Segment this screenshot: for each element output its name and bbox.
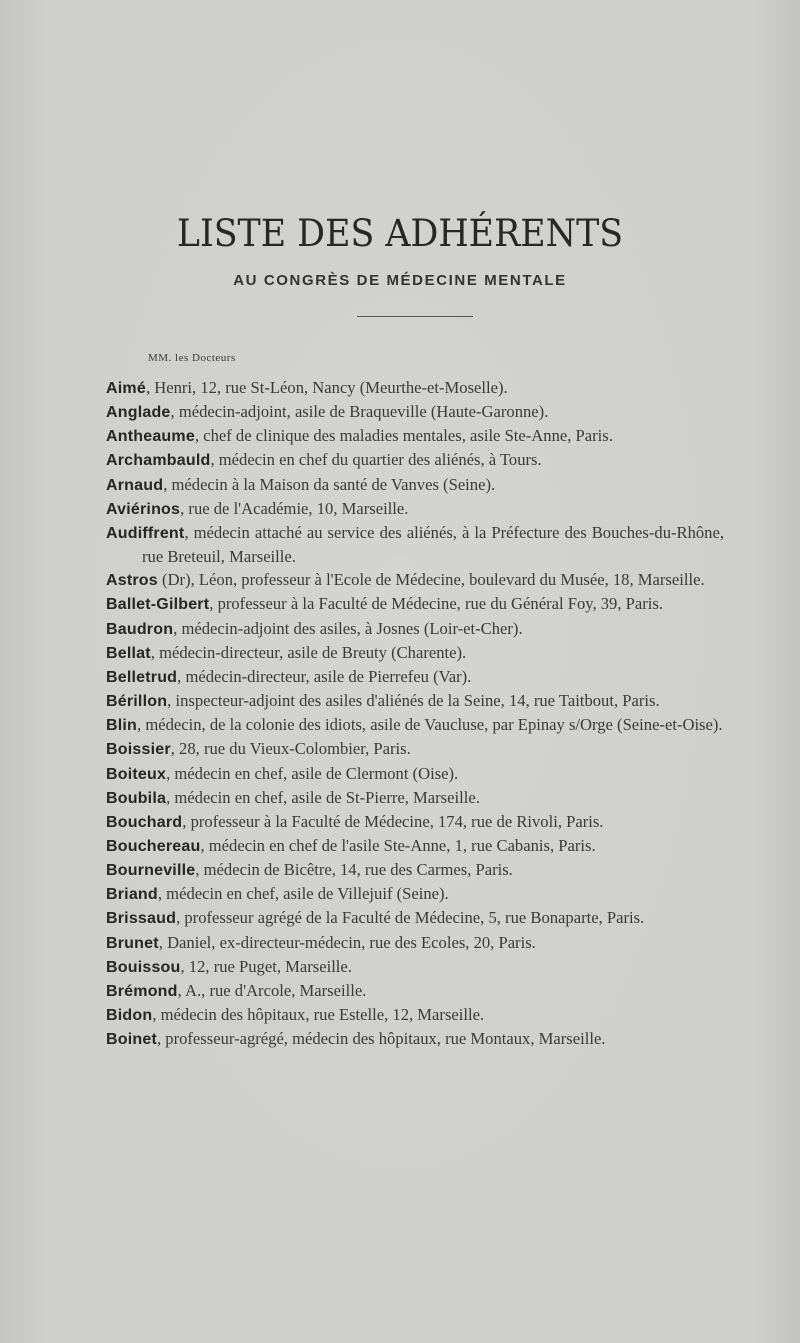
member-name: Bouchard (106, 813, 183, 831)
member-name: Brunet (106, 934, 159, 952)
member-details: , professeur à la Faculté de Médecine, rue du Général Foy, 39, Paris. (209, 594, 663, 614)
member-entry (106, 497, 724, 521)
page-title: LISTE DES ADHÉRENTS (176, 212, 624, 255)
member-entry (106, 376, 724, 400)
member-details: , médecin-directeur, asile de Breuty (Charente). (150, 642, 467, 662)
member-name: Briand (106, 886, 158, 904)
member-name: Belletrud (106, 668, 178, 686)
member-name: Ballet-Gilbert (106, 596, 210, 614)
title-divider (357, 316, 473, 317)
member-name: Bouchereau (106, 837, 201, 855)
member-entry (106, 810, 724, 834)
member-details: , médecin de Bicêtre, 14, rue des Carmes, Paris. (195, 860, 513, 880)
member-entry (106, 834, 724, 858)
member-details: , 28, rue du Vieux-Colombier, Paris. (170, 739, 411, 759)
member-entry (106, 592, 724, 616)
member-entry (106, 906, 724, 930)
member-entry (106, 762, 724, 786)
member-details: , médecin-adjoint des asiles, à Josnes (Loir-et-Cher). (173, 618, 523, 638)
member-details: , chef de clinique des maladies mentales, asile Ste-Anne, Paris. (194, 426, 613, 446)
member-details: , Daniel, ex-directeur-médecin, rue des Ecoles, 20, Paris. (158, 932, 536, 952)
member-details: , médecin à la Maison da santé de Vanves (Seine). (163, 474, 496, 494)
member-details: , médecin en chef, asile de Clermont (Oise). (166, 763, 459, 783)
member-name: Astros (106, 572, 158, 590)
member-name: Anglade (106, 404, 171, 422)
member-details: , médecin en chef de l'asile Ste-Anne, 1, rue Cabanis, Paris. (200, 835, 596, 855)
member-name: Brémond (106, 982, 178, 1000)
member-entry (106, 979, 724, 1003)
member-entry (106, 568, 724, 592)
member-name: Boinet (106, 1031, 157, 1049)
member-details: , médecin, de la colonie des idiots, asile de Vaucluse, par Epinay s/Orge (Seine-et-Oise). (137, 715, 723, 735)
member-entry (106, 641, 724, 665)
member-name: Bérillon (106, 693, 168, 711)
member-name: Bourneville (106, 862, 196, 880)
member-entry (106, 931, 724, 955)
member-name: Arnaud (106, 476, 164, 494)
member-details: , médecin en chef, asile de St-Pierre, Marseille. (166, 787, 480, 807)
member-name: Audiffrent (106, 524, 185, 542)
member-entry (106, 955, 724, 979)
member-details: , 12, rue Puget, Marseille. (180, 956, 352, 976)
member-details: , A., rue d'Arcole, Marseille. (177, 980, 367, 1000)
member-entry (106, 400, 724, 424)
member-entry (106, 737, 724, 761)
member-name: Aimé (106, 380, 146, 397)
member-entry (106, 882, 724, 906)
member-entry (106, 521, 724, 568)
member-details: (Dr), Léon, professeur à l'Ecole de Médecine, boulevard du Musée, 18, Marseille. (157, 570, 705, 590)
member-name: Baudron (106, 620, 174, 638)
member-name: Aviérinos (106, 500, 181, 518)
member-details: , professeur à la Faculté de Médecine, 174, rue de Rivoli, Paris. (182, 811, 604, 831)
member-details: , médecin des hôpitaux, rue Estelle, 12, Marseille. (152, 1005, 485, 1025)
member-details: , inspecteur-adjoint des asiles d'aliénés de la Seine, 14, rue Taitbout, Paris. (167, 691, 660, 711)
member-name: Boiteux (106, 765, 167, 783)
member-details: , médecin en chef du quartier des aliénés, à Tours. (210, 450, 542, 470)
member-details: , professeur-agrégé, médecin des hôpitaux, rue Montaux, Marseille. (156, 1029, 606, 1049)
member-name: Brissaud (106, 910, 177, 928)
member-name: Bouissou (106, 958, 181, 976)
member-details: , médecin-directeur, asile de Pierrefeu (Var). (177, 666, 472, 686)
member-entry (106, 617, 724, 641)
member-entry (106, 713, 724, 737)
member-entry (106, 786, 724, 810)
member-name: Bidon (106, 1007, 153, 1025)
member-name: Bellat (106, 644, 151, 662)
member-entry (106, 448, 724, 472)
member-entry (106, 424, 724, 448)
member-details: , médecin attaché au service des aliénés, à la Préfecture des Bouches-du-Rhône, rue Breteuil, Marseille. (142, 522, 724, 567)
member-details: , rue de l'Académie, 10, Marseille. (180, 498, 409, 518)
member-entry (106, 473, 724, 497)
member-name: Boubila (106, 789, 167, 807)
member-entry (106, 689, 724, 713)
member-name: Blin (106, 717, 138, 735)
member-details: , Henri, 12, rue St-Léon, Nancy (Meurthe-et-Moselle). (145, 378, 508, 397)
member-entry (106, 1003, 724, 1027)
member-entry (106, 858, 724, 882)
page-subtitle: AU CONGRÈS DE MÉDECINE MENTALE (233, 272, 567, 289)
salutation: MM. les Docteurs (148, 352, 236, 364)
member-list (106, 376, 724, 1051)
member-name: Antheaume (106, 428, 195, 446)
member-details: , professeur agrégé de la Faculté de Médecine, 5, rue Bonaparte, Paris. (176, 908, 645, 928)
member-name: Boissier (106, 741, 171, 759)
member-name: Archambauld (106, 452, 211, 470)
member-details: , médecin-adjoint, asile de Braqueville (Haute-Garonne). (170, 402, 549, 422)
member-entry (106, 665, 724, 689)
member-entry (106, 1027, 724, 1051)
member-details: , médecin en chef, asile de Villejuif (Seine). (157, 884, 449, 904)
